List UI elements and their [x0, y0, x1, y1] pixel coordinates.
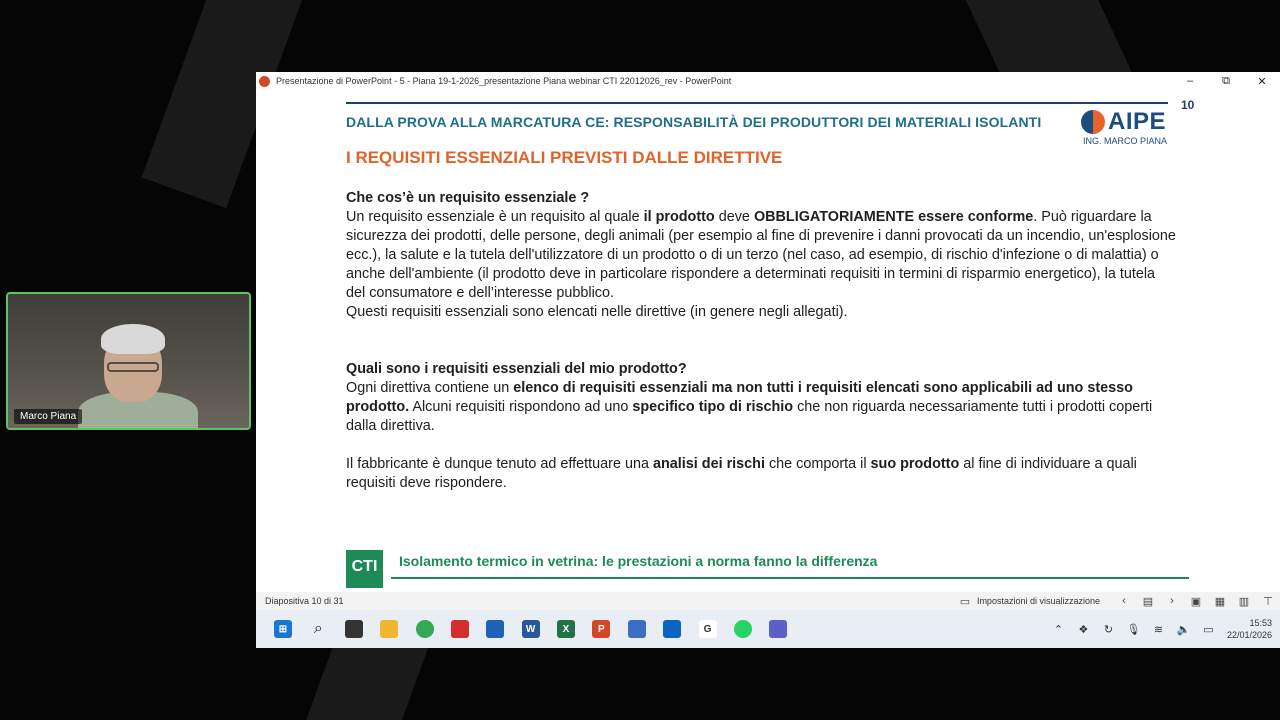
- teams-button[interactable]: [763, 614, 793, 644]
- google-button[interactable]: [693, 614, 723, 644]
- slide-counter: Diapositiva 10 di 31: [265, 596, 344, 606]
- google-icon: G: [699, 620, 717, 638]
- teams-icon: [769, 620, 787, 638]
- text-run: . Può riguardare la sicurezza dei prodotti, delle persone, degli animali (per esempio al fine di prevenire i danni provocati da un incendio, un'esplosione ecc.), la salute e la tutela dell'utilizzatore di un prodotto o di un terzo (nel caso, ad esempio, di rischio d'infezione o di malattia) o anche dell'ambiente (il prodotto deve in particolare rispondere a determinati requisiti in termini di risparmio energetico), la tutela del consumatore e dell’interesse pubblico.: [346, 209, 1176, 301]
- text-run: che comporta il: [764, 456, 871, 472]
- wifi-icon[interactable]: ≋: [1153, 623, 1164, 636]
- text-run: al fine di individuare a quali requisiti deve rispondere.: [346, 456, 1137, 491]
- aipe-logo-subtitle: ING. MARCO PIANA: [1083, 136, 1168, 146]
- system-tray: [1046, 610, 1272, 648]
- reading-view-icon[interactable]: ▥: [1238, 595, 1250, 608]
- close-button[interactable]: ✕: [1257, 75, 1267, 88]
- text-run: Alcuni requisiti rispondono ad uno: [409, 399, 633, 415]
- dropbox-icon[interactable]: ❖: [1078, 623, 1089, 636]
- text-run: Un requisito essenziale è un requisito al quale: [346, 209, 644, 225]
- status-bar: [256, 592, 1280, 610]
- view-settings-button[interactable]: Impostazioni di visualizzazione: [976, 596, 1100, 606]
- task-view-icon: [345, 620, 363, 638]
- paragraph-2: [346, 379, 1176, 436]
- participant-hair: [101, 324, 165, 354]
- app-button[interactable]: [480, 614, 510, 644]
- outlook-button[interactable]: [657, 614, 687, 644]
- chrome-icon: [416, 620, 434, 638]
- text-run-bold: analisi dei rischi: [652, 456, 765, 472]
- powerpoint-icon: [259, 76, 270, 87]
- whatsapp-button[interactable]: [728, 614, 758, 644]
- paragraph-3: [346, 455, 1176, 493]
- slide-page-number: 10: [1181, 98, 1195, 112]
- task-view-button[interactable]: [339, 614, 369, 644]
- clock[interactable]: [1227, 617, 1272, 641]
- previous-slide-icon[interactable]: ‹: [1122, 595, 1126, 607]
- powerpoint-window: [256, 72, 1280, 648]
- microphone-icon[interactable]: 🎙: [1126, 623, 1141, 636]
- aipe-logo-mark: [1081, 110, 1105, 134]
- slideshow-icon[interactable]: ⊤: [1263, 595, 1273, 608]
- file-explorer-button[interactable]: [374, 614, 404, 644]
- sync-icon[interactable]: ↻: [1103, 623, 1114, 636]
- word-icon: W: [522, 620, 540, 638]
- participant-glasses: [107, 362, 159, 372]
- text-run-bold: il prodotto: [643, 209, 715, 225]
- word-button[interactable]: [516, 614, 546, 644]
- app-icon: [486, 620, 504, 638]
- search-icon: ⌕: [313, 620, 323, 637]
- paragraph-1b: Questi requisiti essenziali sono elencati nelle direttive (in genere negli allegati).: [346, 304, 848, 320]
- acrobat-button[interactable]: [445, 614, 475, 644]
- participant-name: Marco Piana: [14, 409, 82, 424]
- footer-line: [391, 577, 1189, 579]
- text-run-bold: OBBLIGATORIAMENTE essere conforme: [753, 209, 1034, 225]
- aipe-logo-word: AIPE: [1108, 108, 1167, 135]
- clock-time: 15:53: [1249, 618, 1272, 628]
- slide-header-title: DALLA PROVA ALLA MARCATURA CE: RESPONSABILITÀ DEI PRODUTTORI DEI MATERIALI ISOLANTI: [346, 114, 1042, 130]
- text-run: Ogni direttiva contiene un: [346, 380, 514, 396]
- slide-body: [346, 189, 1176, 493]
- app-button[interactable]: [622, 614, 652, 644]
- header-line: [346, 102, 1168, 104]
- taskbar: [256, 610, 1280, 648]
- powerpoint-taskbar-icon: P: [592, 620, 610, 638]
- excel-button[interactable]: [551, 614, 581, 644]
- slide-sorter-icon[interactable]: ▦: [1214, 595, 1226, 608]
- text-run-bold: specifico tipo di rischio: [632, 399, 794, 415]
- slide-canvas: [256, 90, 1280, 592]
- excel-icon: X: [557, 620, 575, 638]
- question-2: Quali sono i requisiti essenziali del mio prodotto?: [346, 361, 687, 377]
- normal-view-icon[interactable]: ▣: [1190, 595, 1202, 608]
- outlook-icon: [663, 620, 681, 638]
- battery-icon[interactable]: ▭: [1203, 623, 1214, 636]
- slide-footer-text: Isolamento termico in vetrina: le prestazioni a norma fanno la differenza: [399, 553, 878, 569]
- clock-date: 22/01/2026: [1226, 630, 1272, 640]
- slide[interactable]: [321, 90, 1213, 592]
- acrobat-icon: [451, 620, 469, 638]
- paragraph-1: [346, 208, 1176, 303]
- folder-icon: [380, 620, 398, 638]
- start-button[interactable]: [268, 614, 298, 644]
- next-slide-icon[interactable]: ›: [1170, 595, 1174, 607]
- chevron-up-icon[interactable]: ⌃: [1053, 623, 1064, 636]
- window-title: Presentazione di PowerPoint - 5 - Piana 19-1-2026_presentazione Piana webinar CTI 22012026_rev - PowerPoint: [276, 76, 732, 86]
- question-1: Che cos’è un requisito essenziale ?: [346, 190, 590, 206]
- display-settings-icon[interactable]: ▭: [959, 595, 971, 608]
- webcam-tile[interactable]: [6, 292, 251, 430]
- search-button[interactable]: [303, 614, 333, 644]
- text-run: Il fabbricante è dunque tenuto ad effettuare una: [346, 456, 653, 472]
- text-run: che non riguarda necessariamente tutti i prodotti coperti dalla direttiva.: [346, 399, 1153, 434]
- cti-logo: CTI: [346, 550, 383, 588]
- slide-grid-icon[interactable]: ▤: [1142, 595, 1154, 608]
- text-run-bold: elenco di requisiti essenziali ma non tutti i requisiti elencati sono applicabili ad uno stesso prodotto.: [346, 380, 1133, 415]
- aipe-logo: [1081, 110, 1191, 150]
- whatsapp-icon: [734, 620, 752, 638]
- restore-button[interactable]: ⧉: [1222, 74, 1230, 87]
- text-run: deve: [714, 209, 754, 225]
- powerpoint-button[interactable]: [586, 614, 616, 644]
- chrome-button[interactable]: [410, 614, 440, 644]
- volume-icon[interactable]: 🔈: [1176, 623, 1191, 636]
- slide-section-title: I REQUISITI ESSENZIALI PREVISTI DALLE DIRETTIVE: [346, 148, 783, 167]
- minimize-button[interactable]: –: [1186, 75, 1194, 87]
- windows-icon: ⊞: [274, 620, 292, 638]
- title-bar: [256, 72, 1280, 90]
- app-icon: [628, 620, 646, 638]
- text-run-bold: suo prodotto: [870, 456, 960, 472]
